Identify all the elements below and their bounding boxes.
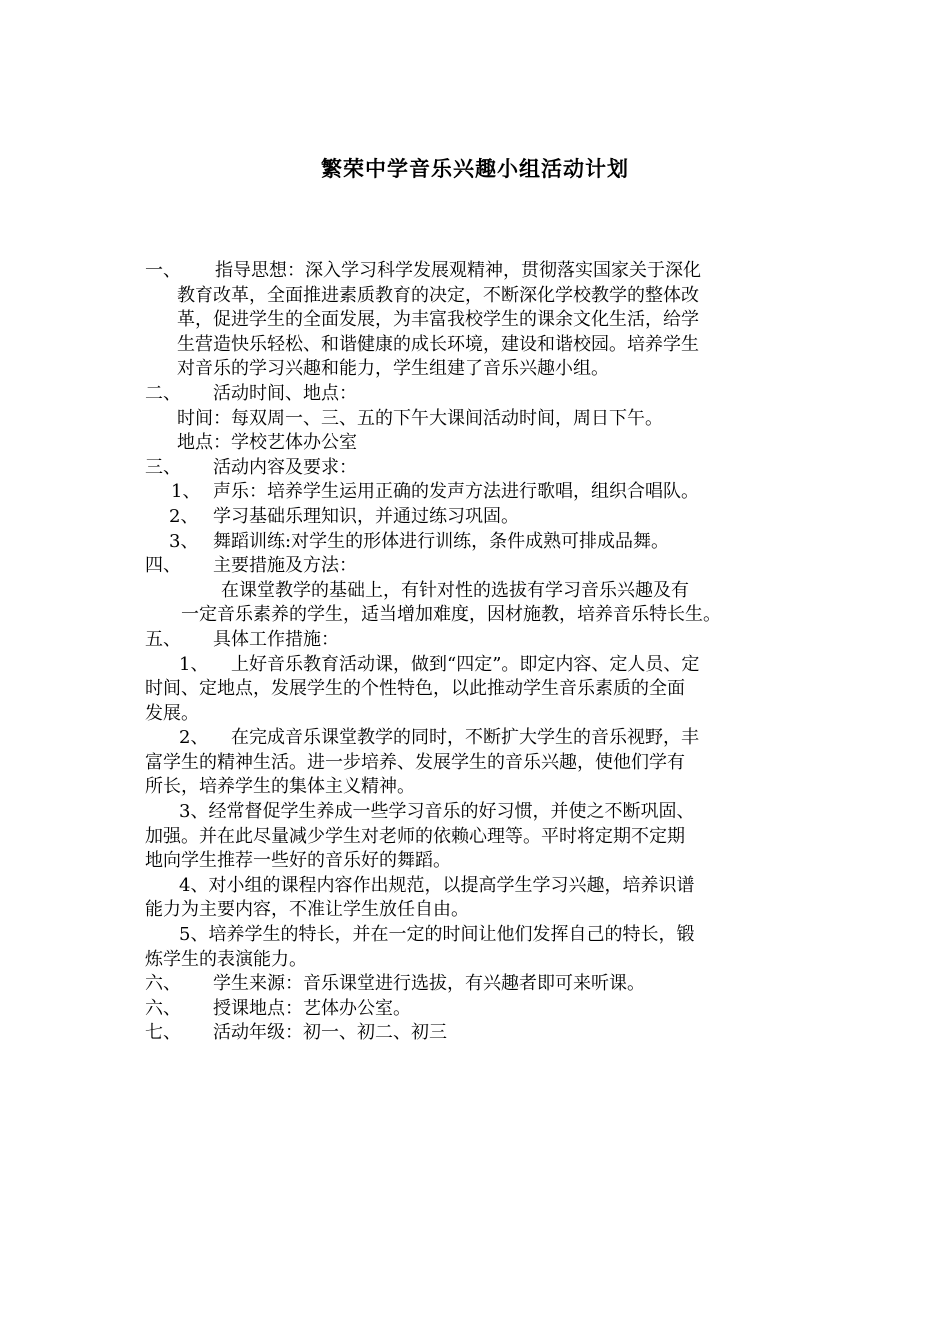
section-5-heading — [145, 628, 825, 653]
section-text: 指导思想：深入学习科学发展观精神，贯彻落实国家关于深化 — [215, 260, 701, 281]
section-5-p1-line-1 — [145, 653, 825, 678]
section-5-p1-line-3: 发展。 — [145, 702, 199, 724]
section-1-line-5: 对音乐的学习兴趣和能力，学生组建了音乐兴趣小组。 — [177, 358, 609, 380]
section-5-p5-line-1: 5、培养学生的特长，并在一定的时间让他们发挥自己的特长，锻 — [179, 924, 695, 946]
section-number: 二、 — [145, 382, 181, 404]
section-heading: 活动时间、地点： — [213, 382, 357, 404]
section-4-heading — [145, 554, 825, 579]
item-number: 1、 — [179, 653, 209, 675]
section-text: 活动年级：初一、初二、初三 — [213, 1022, 447, 1044]
section-heading: 具体工作措施： — [213, 628, 339, 650]
section-2-time: 时间：每双周一、三、五的下午大课间活动时间，周日下午。 — [177, 407, 663, 429]
section-5-p4-line-1: 4、对小组的课程内容作出规范，以提高学生学习兴趣，培养识谱 — [179, 874, 695, 896]
item-text: 学习基础乐理知识，并通过练习巩固。 — [213, 505, 519, 527]
section-5-p3-line-3: 地向学生推荐一些好的音乐好的舞蹈。 — [145, 850, 451, 872]
document-body — [145, 259, 825, 1046]
section-3-item-3 — [145, 530, 825, 555]
item-text: 声乐：培养学生运用正确的发声方法进行歌唱，组织合唱队。 — [213, 481, 699, 503]
item-text: 上好音乐教育活动课，做到“四定”。即定内容、定人员、定 — [231, 653, 700, 675]
section-1-line-2: 教育改革，全面推进素质教育的决定，不断深化学校教学的整体改 — [177, 284, 699, 306]
section-number: 六、 — [145, 973, 181, 995]
section-6b — [145, 997, 825, 1022]
item-number: 2、 — [169, 505, 199, 527]
section-6 — [145, 972, 825, 997]
item-number: 2、 — [179, 727, 209, 749]
section-5-p1-line-2: 时间、定地点，发展学生的个性特色，以此推动学生音乐素质的全面 — [145, 678, 685, 700]
section-1-line-3: 革，促进学生的全面发展，为丰富我校学生的课余文化生活，给学 — [177, 309, 699, 331]
section-7 — [145, 1021, 825, 1046]
section-1-line-1 — [145, 259, 825, 284]
section-2-place: 地点：学校艺体办公室 — [177, 432, 357, 454]
section-5-p3-line-1: 3、经常督促学生养成一些学习音乐的好习惯，并使之不断巩固、 — [179, 801, 695, 823]
item-number: 1、 — [171, 481, 201, 503]
item-text: 在完成音乐课堂教学的同时，不断扩大学生的音乐视野，丰 — [231, 727, 699, 749]
section-1-line-4: 生营造快乐轻松、和谐健康的成长环境，建设和谐校园。培养学生 — [177, 333, 699, 355]
section-number: 七、 — [145, 1022, 181, 1044]
section-4-line-2: 一定音乐素养的学生，适当增加难度，因材施教，培养音乐特长生。 — [181, 604, 721, 626]
section-text: 学生来源：音乐课堂进行选拔，有兴趣者即可来听课。 — [213, 973, 645, 995]
section-5-p2-line-1 — [145, 726, 825, 751]
item-number: 3、 — [169, 530, 199, 552]
section-number: 六、 — [145, 997, 181, 1019]
section-heading: 活动内容及要求： — [213, 456, 357, 478]
section-number: 一、 — [145, 260, 181, 281]
item-text: 舞蹈训练:对学生的形体进行训练，条件成熟可排成品舞。 — [213, 530, 670, 552]
section-5-p2-line-2: 富学生的精神生活。进一步培养、发展学生的音乐兴趣，使他们学有 — [145, 751, 685, 773]
section-number: 五、 — [145, 628, 181, 650]
document-title: 繁荣中学音乐兴趣小组活动计划 — [321, 157, 629, 181]
section-text: 授课地点：艺体办公室。 — [213, 997, 411, 1019]
section-3-heading — [145, 456, 825, 481]
section-5-p4-line-2: 能力为主要内容，不准让学生放任自由。 — [145, 899, 469, 921]
section-2-heading — [145, 382, 825, 407]
section-3-item-2 — [145, 505, 825, 530]
section-heading: 主要措施及方法： — [213, 555, 357, 577]
section-number: 四、 — [145, 555, 181, 577]
section-5-p5-line-2: 炼学生的表演能力。 — [145, 948, 307, 970]
section-5-p3-line-2: 加强。并在此尽量减少学生对老师的依赖心理等。平时将定期不定期 — [145, 825, 685, 847]
section-4-line-1: 在课堂教学的基础上，有针对性的选拔有学习音乐兴趣及有 — [221, 579, 689, 601]
section-5-p2-line-3: 所长，培养学生的集体主义精神。 — [145, 776, 415, 798]
section-number: 三、 — [145, 456, 181, 478]
section-3-item-1 — [145, 480, 825, 505]
